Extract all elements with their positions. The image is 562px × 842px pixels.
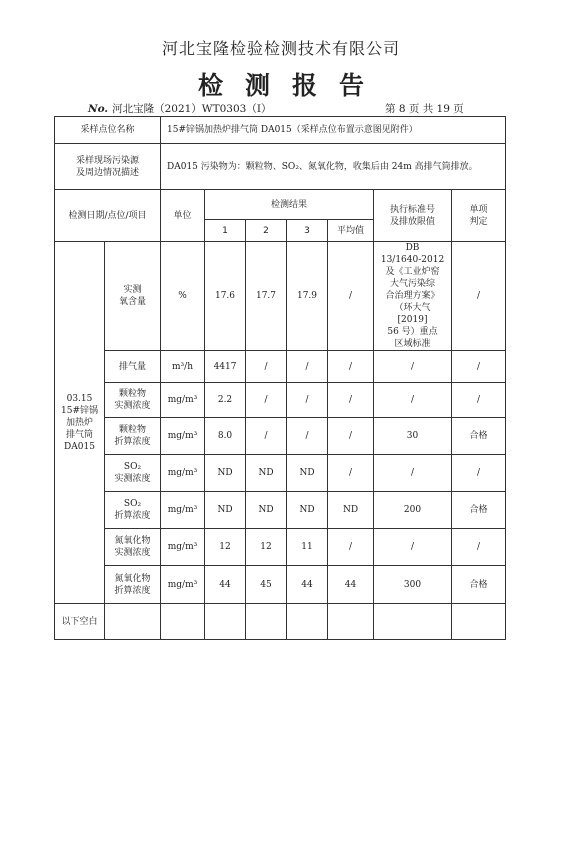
item-cell: 氮氧化物 实测浓度 [105, 529, 161, 566]
location-row [55, 117, 506, 144]
value-cell: / [287, 418, 328, 455]
standard-cell: / [374, 383, 452, 418]
standard-cell: 200 [374, 492, 452, 529]
value-cell: ND [205, 492, 246, 529]
avg-cell: ND [328, 492, 374, 529]
report-number-label: No. [88, 103, 109, 115]
verdict-cell: 合格 [452, 418, 506, 455]
value-cell: 44 [287, 566, 328, 604]
unit-cell: mg/m³ [161, 529, 205, 566]
value-cell: / [246, 418, 287, 455]
report-number-value: 河北宝隆（2021）WT0303（Ⅰ） [112, 103, 272, 115]
col-1-header: 1 [205, 220, 246, 242]
col-2-header: 2 [246, 220, 287, 242]
avg-cell: 44 [328, 566, 374, 604]
value-cell: / [287, 351, 328, 383]
company-name: 河北宝隆检验检测技术有限公司 [161, 39, 400, 58]
standard-cell: / [374, 529, 452, 566]
unit-cell: % [161, 242, 205, 351]
avg-cell: / [328, 418, 374, 455]
pollution-row [55, 144, 506, 190]
item-cell: 排气量 [105, 351, 161, 383]
pollution-label: 采样现场污染源 及周边情况描述 [55, 144, 161, 190]
empty-cell [452, 604, 506, 640]
value-cell: 44 [205, 566, 246, 604]
item-cell: 颗粒物 折算浓度 [105, 418, 161, 455]
value-cell: ND [246, 455, 287, 492]
empty-cell [161, 604, 205, 640]
value-cell: ND [246, 492, 287, 529]
value-cell: 17.9 [287, 242, 328, 351]
page-indicator: 第 8 页 共 19 页 [385, 103, 464, 115]
avg-cell: / [328, 455, 374, 492]
value-cell: / [287, 383, 328, 418]
empty-cell [374, 604, 452, 640]
blank-row [55, 604, 506, 640]
unit-cell: m³/h [161, 351, 205, 383]
table-row [55, 383, 506, 418]
verdict-header: 单项 判定 [452, 190, 506, 242]
unit-cell: mg/m³ [161, 492, 205, 529]
results-header: 检测结果 [205, 190, 374, 220]
verdict-cell: / [452, 455, 506, 492]
standard-cell: / [374, 351, 452, 383]
table-row [55, 529, 506, 566]
avg-cell: / [328, 351, 374, 383]
value-cell: 11 [287, 529, 328, 566]
value-cell: ND [287, 455, 328, 492]
sample-group: 03.15 15#锌锅 加热炉 排气筒 DA015 [55, 242, 105, 604]
value-cell: 45 [246, 566, 287, 604]
standard-cell: 300 [374, 566, 452, 604]
item-cell: SO₂ 实测浓度 [105, 455, 161, 492]
standard-header: 执行标准号 及排放限值 [374, 190, 452, 242]
empty-cell [246, 604, 287, 640]
avg-header: 平均值 [328, 220, 374, 242]
item-cell: SO₂ 折算浓度 [105, 492, 161, 529]
verdict-cell: / [452, 383, 506, 418]
pollution-value: DA015 污染物为：颗粒物、SO₂、氮氧化物，收集后由 24m 高排气筒排放。 [161, 144, 506, 190]
value-cell: 12 [246, 529, 287, 566]
verdict-cell: 合格 [452, 566, 506, 604]
value-cell: 8.0 [205, 418, 246, 455]
verdict-cell: / [452, 351, 506, 383]
table-row [55, 242, 506, 351]
table-row [55, 418, 506, 455]
verdict-cell: / [452, 529, 506, 566]
standard-cell: 30 [374, 418, 452, 455]
value-cell: 4417 [205, 351, 246, 383]
empty-cell [105, 604, 161, 640]
unit-header: 单位 [161, 190, 205, 242]
avg-cell: / [328, 242, 374, 351]
standard-cell: / [374, 455, 452, 492]
standard-cell: DB 13/1640-2012 及《工业炉窑 大气污染综 合治理方案》 （环大气 [2019] 56 号）重点 区域标准 [374, 242, 452, 351]
col-3-header: 3 [287, 220, 328, 242]
value-cell: ND [287, 492, 328, 529]
table-row [55, 455, 506, 492]
value-cell: 2.2 [205, 383, 246, 418]
report-title: 检测报告 [197, 71, 386, 100]
verdict-cell: 合格 [452, 492, 506, 529]
empty-cell [287, 604, 328, 640]
item-cell: 氮氧化物 折算浓度 [105, 566, 161, 604]
item-cell: 实测 氧含量 [105, 242, 161, 351]
date-point-header: 检测日期/点位/项目 [55, 190, 161, 242]
unit-cell: mg/m³ [161, 455, 205, 492]
value-cell: / [246, 383, 287, 418]
item-cell: 颗粒物 实测浓度 [105, 383, 161, 418]
table-row [55, 492, 506, 529]
header-row-1 [55, 190, 506, 220]
value-cell: 17.7 [246, 242, 287, 351]
location-label: 采样点位名称 [55, 117, 161, 144]
unit-cell: mg/m³ [161, 418, 205, 455]
unit-cell: mg/m³ [161, 383, 205, 418]
value-cell: 12 [205, 529, 246, 566]
empty-cell [205, 604, 246, 640]
table-row [55, 351, 506, 383]
empty-cell [328, 604, 374, 640]
unit-cell: mg/m³ [161, 566, 205, 604]
report-number [88, 101, 271, 116]
avg-cell: / [328, 529, 374, 566]
value-cell: 17.6 [205, 242, 246, 351]
value-cell: / [246, 351, 287, 383]
report-table [54, 116, 506, 640]
value-cell: ND [205, 455, 246, 492]
verdict-cell: / [452, 242, 506, 351]
blank-note: 以下空白 [55, 604, 105, 640]
table-row [55, 566, 506, 604]
location-value: 15#锌锅加热炉排气筒 DA015（采样点位布置示意图见附件） [161, 117, 506, 144]
avg-cell: / [328, 383, 374, 418]
